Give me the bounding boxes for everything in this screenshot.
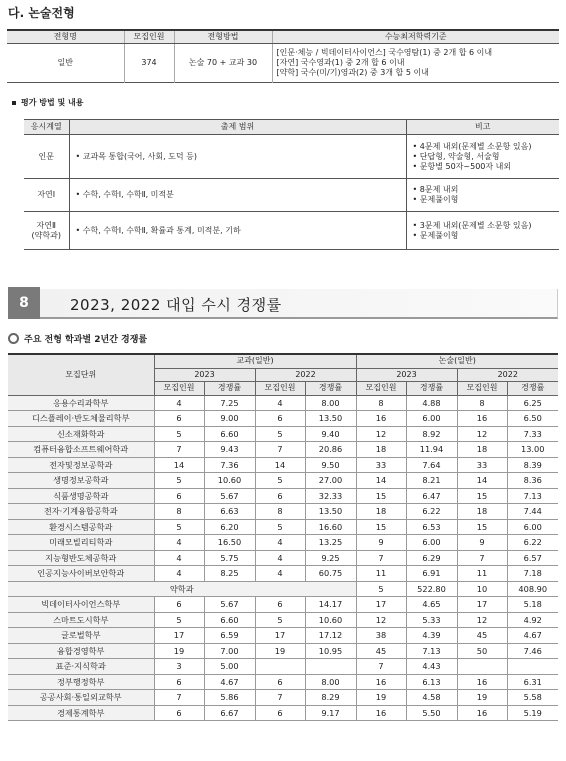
nonsul-2023-rate: 6.22 — [406, 504, 457, 520]
nonsul-2022-count: 18 — [457, 442, 507, 458]
t1-req — [272, 44, 559, 83]
gyogwa-2023-count: 17 — [154, 628, 204, 644]
gyogwa-2023-rate: 6.20 — [204, 519, 255, 535]
table-row — [8, 535, 558, 551]
nonsul-2022-rate: 6.22 — [507, 535, 558, 551]
gyogwa-2023-rate: 6.63 — [204, 504, 255, 520]
table-row — [8, 442, 558, 458]
t3-header-count: 모집인원 — [457, 382, 507, 396]
subheading-eval-text: 평가 방법 및 내용 — [21, 98, 84, 107]
nonsul-2022-count: 12 — [457, 426, 507, 442]
gyogwa-2023-rate: 7.25 — [204, 395, 255, 411]
gyogwa-2022-rate: 9.17 — [305, 705, 356, 721]
table-row — [8, 581, 558, 597]
nonsul-2023-count: 18 — [356, 504, 406, 520]
gyogwa-2023-count: 14 — [154, 457, 204, 473]
department-name: 환경시스템공학과 — [8, 519, 154, 535]
gyogwa-2023-count: 4 — [154, 550, 204, 566]
nonsul-2022-count: 33 — [457, 457, 507, 473]
nonsul-2023-rate: 6.00 — [406, 535, 457, 551]
t1-header-req: 수능최저학력기준 — [272, 30, 559, 44]
gyogwa-2022-count: 5 — [255, 473, 305, 489]
table-row — [8, 612, 558, 628]
table-row — [8, 690, 558, 706]
nonsul-2022-count: 45 — [457, 628, 507, 644]
gyogwa-2023-count: 8 — [154, 504, 204, 520]
gyogwa-2023-rate: 7.00 — [204, 643, 255, 659]
section-8-header — [8, 287, 558, 319]
department-name: 응용수리과학부 — [8, 395, 154, 411]
department-name: 컴퓨터융합소프트웨어학과 — [8, 442, 154, 458]
table-row — [24, 212, 559, 250]
nonsul-2022-rate: 4.92 — [507, 612, 558, 628]
department-name: 인공지능사이버보안학과 — [8, 566, 154, 582]
gyogwa-2022-count: 6 — [255, 488, 305, 504]
nonsul-2023-rate: 5.50 — [406, 705, 457, 721]
nonsul-2023-count: 7 — [356, 659, 406, 675]
square-bullet-icon — [12, 101, 16, 105]
nonsul-2023-rate: 7.13 — [406, 643, 457, 659]
gyogwa-2022-rate: 20.86 — [305, 442, 356, 458]
gyogwa-2022-count: 5 — [255, 426, 305, 442]
gyogwa-2022-count: 7 — [255, 442, 305, 458]
nonsul-2022-rate: 6.57 — [507, 550, 558, 566]
nonsul-2023-rate: 6.00 — [406, 411, 457, 427]
nonsul-2022-rate: 5.58 — [507, 690, 558, 706]
t2-header-scope: 출제 범위 — [69, 120, 406, 135]
nonsul-2022-count: 17 — [457, 597, 507, 613]
t3-header-rate: 경쟁률 — [204, 382, 255, 396]
gyogwa-2022-rate: 9.50 — [305, 457, 356, 473]
t2-field: 자연Ⅱ (약학과) — [24, 212, 69, 250]
t3-header-year: 2022 — [255, 368, 356, 382]
gyogwa-2022-count: 4 — [255, 395, 305, 411]
gyogwa-2023-count: 7 — [154, 690, 204, 706]
subheading-competition-text: 주요 전형 학과별 2년간 경쟁률 — [24, 335, 148, 345]
t3-header-rate: 경쟁률 — [406, 382, 457, 396]
nonsul-2022-count: 12 — [457, 612, 507, 628]
nonsul-2022-count: 9 — [457, 535, 507, 551]
gyogwa-2023-count: 4 — [154, 566, 204, 582]
gyogwa-2023-rate: 9.43 — [204, 442, 255, 458]
gyogwa-2023-rate: 16.50 — [204, 535, 255, 551]
list-item: • 문제풀이형 — [413, 231, 560, 241]
t2-header-field: 응시계열 — [24, 120, 69, 135]
department-name: 생명정보공학과 — [8, 473, 154, 489]
t1-header-method: 전형방법 — [174, 30, 272, 44]
gyogwa-2022-count: 4 — [255, 566, 305, 582]
table-row — [8, 628, 558, 644]
t2-scope: • 수학, 수학Ⅰ, 수학Ⅱ, 미적분 — [69, 179, 406, 212]
nonsul-2022-rate: 6.25 — [507, 395, 558, 411]
table-row — [8, 597, 558, 613]
list-item: • 4문제 내외(문제별 소문항 있음) — [413, 142, 560, 152]
nonsul-2022-count: 7 — [457, 550, 507, 566]
nonsul-2022-rate: 5.18 — [507, 597, 558, 613]
section-8-title: 2023, 2022 대입 수시 경쟁률 — [70, 296, 282, 314]
gyogwa-2022-count: 6 — [255, 597, 305, 613]
nonsul-2023-count: 16 — [356, 705, 406, 721]
nonsul-2023-count: 16 — [356, 411, 406, 427]
nonsul-2022-count: 16 — [457, 674, 507, 690]
list-item: • 8문제 내외 — [413, 185, 560, 195]
gyogwa-2023-count: 5 — [154, 519, 204, 535]
gyogwa-2022-count: 5 — [255, 519, 305, 535]
gyogwa-2023-rate: 6.67 — [204, 705, 255, 721]
nonsul-2023-count: 12 — [356, 426, 406, 442]
nonsul-2023-rate: 6.47 — [406, 488, 457, 504]
nonsul-2023-rate: 4.43 — [406, 659, 457, 675]
t1-header-count: 모집인원 — [124, 30, 174, 44]
nonsul-2022-rate: 8.36 — [507, 473, 558, 489]
subheading-competition — [8, 332, 147, 345]
table-row — [8, 411, 558, 427]
nonsul-2022-rate — [507, 659, 558, 675]
gyogwa-2023-count: 6 — [154, 597, 204, 613]
nonsul-2023-rate: 4.88 — [406, 395, 457, 411]
table-row — [8, 659, 558, 675]
table-row — [8, 504, 558, 520]
gyogwa-2022-count: 6 — [255, 705, 305, 721]
gyogwa-2023-count: 5 — [154, 426, 204, 442]
nonsul-2022-count: 10 — [457, 581, 507, 597]
competition-rate-table — [8, 353, 558, 721]
t2-field: 인문 — [24, 135, 69, 179]
nonsul-2022-count: 16 — [457, 411, 507, 427]
department-name: 경제통계학부 — [8, 705, 154, 721]
t3-header-count: 모집인원 — [255, 382, 305, 396]
subheading-eval — [12, 97, 83, 108]
department-name: 지능형반도체공학과 — [8, 550, 154, 566]
gyogwa-2022-rate: 27.00 — [305, 473, 356, 489]
gyogwa-2023-rate: 5.67 — [204, 488, 255, 504]
nonsul-2023-count: 14 — [356, 473, 406, 489]
gyogwa-2023-count: 6 — [154, 705, 204, 721]
gyogwa-2023-rate: 5.67 — [204, 597, 255, 613]
table-row — [8, 457, 558, 473]
gyogwa-2022-rate: 32.33 — [305, 488, 356, 504]
gyogwa-2022-rate: 13.25 — [305, 535, 356, 551]
t1-header-name: 전형명 — [7, 30, 124, 44]
table-row — [8, 566, 558, 582]
gyogwa-2023-rate: 6.60 — [204, 612, 255, 628]
gyogwa-2022-rate: 10.95 — [305, 643, 356, 659]
t2-scope: • 교과목 통합(국어, 사회, 도덕 등) — [69, 135, 406, 179]
nonsul-2023-rate: 8.92 — [406, 426, 457, 442]
department-name: 표준·지식학과 — [8, 659, 154, 675]
t1-count: 374 — [124, 44, 174, 83]
department-name: 약학과 — [8, 581, 356, 597]
nonsul-2023-rate: 522.80 — [406, 581, 457, 597]
nonsul-2023-count: 17 — [356, 597, 406, 613]
t1-method: 논술 70 + 교과 30 — [174, 44, 272, 83]
gyogwa-2023-rate: 10.60 — [204, 473, 255, 489]
gyogwa-2022-count: 8 — [255, 504, 305, 520]
nonsul-2022-count: 16 — [457, 705, 507, 721]
gyogwa-2023-rate: 9.00 — [204, 411, 255, 427]
t1-name: 일반 — [57, 58, 73, 67]
t1-req-line: [인문·체능 / 빅데이터사이언스] 국수영탐(1) 중 2개 합 6 이내 — [276, 48, 493, 57]
t3-header-rate: 경쟁률 — [305, 382, 356, 396]
gyogwa-2023-count: 6 — [154, 411, 204, 427]
gyogwa-2022-count: 6 — [255, 674, 305, 690]
t2-header-notes: 비고 — [406, 120, 559, 135]
list-item: • 문제풀이형 — [413, 195, 560, 205]
gyogwa-2022-rate: 60.75 — [305, 566, 356, 582]
t3-header-unit: 모집단위 — [8, 354, 154, 395]
nonsul-2023-rate: 4.58 — [406, 690, 457, 706]
t3-header-rate: 경쟁률 — [507, 382, 558, 396]
t3-header-count: 모집인원 — [356, 382, 406, 396]
nonsul-2023-count: 11 — [356, 566, 406, 582]
gyogwa-2022-rate: 10.60 — [305, 612, 356, 628]
nonsul-2022-count: 19 — [457, 690, 507, 706]
table-row — [8, 643, 558, 659]
evaluation-table — [24, 119, 559, 250]
list-item: • 3문제 내외(문제별 소문항 있음) — [413, 221, 560, 231]
essay-admission-table — [7, 29, 559, 83]
department-name: 미래모빌리티학과 — [8, 535, 154, 551]
gyogwa-2022-rate: 13.50 — [305, 411, 356, 427]
nonsul-2023-count: 18 — [356, 442, 406, 458]
table-row — [8, 473, 558, 489]
gyogwa-2023-rate: 7.36 — [204, 457, 255, 473]
nonsul-2023-rate: 7.64 — [406, 457, 457, 473]
nonsul-2022-count: 11 — [457, 566, 507, 582]
nonsul-2023-rate: 4.39 — [406, 628, 457, 644]
gyogwa-2022-rate: 14.17 — [305, 597, 356, 613]
department-name: 신소재화학과 — [8, 426, 154, 442]
table-row — [8, 674, 558, 690]
gyogwa-2023-count: 4 — [154, 535, 204, 551]
nonsul-2022-rate: 7.33 — [507, 426, 558, 442]
nonsul-2023-count: 7 — [356, 550, 406, 566]
nonsul-2022-count: 50 — [457, 643, 507, 659]
nonsul-2023-rate: 4.65 — [406, 597, 457, 613]
nonsul-2023-rate: 6.13 — [406, 674, 457, 690]
gyogwa-2022-count: 7 — [255, 690, 305, 706]
t3-header-gyogwa: 교과(일반) — [154, 354, 356, 368]
table-row — [7, 44, 559, 83]
nonsul-2023-count: 33 — [356, 457, 406, 473]
nonsul-2022-rate: 7.13 — [507, 488, 558, 504]
gyogwa-2022-count: 17 — [255, 628, 305, 644]
t1-req-line: [자연] 국수영과(1) 중 2개 합 6 이내 — [276, 58, 405, 67]
nonsul-2022-rate: 7.18 — [507, 566, 558, 582]
gyogwa-2023-rate: 6.59 — [204, 628, 255, 644]
nonsul-2023-count: 38 — [356, 628, 406, 644]
nonsul-2022-rate: 5.19 — [507, 705, 558, 721]
gyogwa-2023-count: 5 — [154, 473, 204, 489]
department-name: 식품생명공학과 — [8, 488, 154, 504]
t3-header-year: 2023 — [356, 368, 457, 382]
nonsul-2022-rate: 6.50 — [507, 411, 558, 427]
gyogwa-2022-rate — [305, 659, 356, 675]
t3-header-year: 2023 — [154, 368, 255, 382]
table-row — [24, 135, 559, 179]
gyogwa-2022-count: 4 — [255, 535, 305, 551]
nonsul-2023-count: 45 — [356, 643, 406, 659]
department-name: 디스플레이·반도체물리학부 — [8, 411, 154, 427]
department-name: 융합경영학부 — [8, 643, 154, 659]
department-name: 글로벌학부 — [8, 628, 154, 644]
gyogwa-2022-count: 19 — [255, 643, 305, 659]
nonsul-2023-count: 8 — [356, 395, 406, 411]
department-name: 스마트도시학부 — [8, 612, 154, 628]
t2-notes — [406, 135, 559, 179]
nonsul-2022-rate: 408.90 — [507, 581, 558, 597]
table-row — [8, 395, 558, 411]
nonsul-2023-count: 12 — [356, 612, 406, 628]
section-number: 8 — [8, 287, 40, 319]
nonsul-2023-rate: 6.91 — [406, 566, 457, 582]
nonsul-2023-rate: 5.33 — [406, 612, 457, 628]
t1-req-line: [약학] 국수(미/기)영과(2) 중 3개 합 5 이내 — [276, 68, 429, 77]
t2-field: 자연Ⅰ — [24, 179, 69, 212]
nonsul-2022-rate: 4.67 — [507, 628, 558, 644]
nonsul-2022-count: 8 — [457, 395, 507, 411]
gyogwa-2022-rate: 8.00 — [305, 674, 356, 690]
gyogwa-2022-count: 6 — [255, 411, 305, 427]
t2-scope: • 수학, 수학Ⅰ, 수학Ⅱ, 확률과 통계, 미적분, 기하 — [69, 212, 406, 250]
gyogwa-2022-count — [255, 659, 305, 675]
gyogwa-2023-count: 6 — [154, 674, 204, 690]
gyogwa-2023-rate: 5.75 — [204, 550, 255, 566]
table-row — [8, 550, 558, 566]
gyogwa-2022-rate: 17.12 — [305, 628, 356, 644]
list-item: • 단답형, 약술형, 서술형 — [413, 152, 560, 162]
gyogwa-2023-count: 6 — [154, 488, 204, 504]
gyogwa-2022-rate: 16.60 — [305, 519, 356, 535]
nonsul-2022-count — [457, 659, 507, 675]
gyogwa-2023-rate: 8.25 — [204, 566, 255, 582]
nonsul-2023-rate: 11.94 — [406, 442, 457, 458]
t2-notes — [406, 179, 559, 212]
nonsul-2022-rate: 6.31 — [507, 674, 558, 690]
list-item: • 문항별 50자~500자 내외 — [413, 162, 560, 172]
section-title: 다. 논술전형 — [8, 6, 75, 20]
department-name: 전자·기계융합공학과 — [8, 504, 154, 520]
nonsul-2022-rate: 7.46 — [507, 643, 558, 659]
gyogwa-2023-count: 5 — [154, 612, 204, 628]
gyogwa-2023-rate: 4.67 — [204, 674, 255, 690]
nonsul-2023-count: 15 — [356, 488, 406, 504]
gyogwa-2022-rate: 8.29 — [305, 690, 356, 706]
table-row — [8, 488, 558, 504]
nonsul-2022-count: 15 — [457, 488, 507, 504]
nonsul-2023-count: 16 — [356, 674, 406, 690]
gyogwa-2023-rate: 6.60 — [204, 426, 255, 442]
t3-header-nonsul: 논술(일반) — [356, 354, 558, 368]
gyogwa-2023-count: 19 — [154, 643, 204, 659]
nonsul-2022-count: 15 — [457, 519, 507, 535]
table-row — [8, 426, 558, 442]
nonsul-2023-count: 15 — [356, 519, 406, 535]
gyogwa-2023-count: 7 — [154, 442, 204, 458]
gyogwa-2022-rate: 13.50 — [305, 504, 356, 520]
table-row — [8, 519, 558, 535]
nonsul-2022-count: 14 — [457, 473, 507, 489]
nonsul-2023-rate: 8.21 — [406, 473, 457, 489]
nonsul-2022-rate: 6.00 — [507, 519, 558, 535]
gyogwa-2022-count: 4 — [255, 550, 305, 566]
department-name: 정부행정학부 — [8, 674, 154, 690]
gyogwa-2023-count: 3 — [154, 659, 204, 675]
t3-body — [8, 395, 558, 721]
gyogwa-2023-rate: 5.86 — [204, 690, 255, 706]
gyogwa-2022-count: 5 — [255, 612, 305, 628]
gyogwa-2022-rate: 8.00 — [305, 395, 356, 411]
table-row — [24, 179, 559, 212]
gyogwa-2023-rate: 5.00 — [204, 659, 255, 675]
department-name: 공공사회·통일외교학부 — [8, 690, 154, 706]
nonsul-2023-rate: 6.53 — [406, 519, 457, 535]
nonsul-2023-rate: 6.29 — [406, 550, 457, 566]
nonsul-2022-rate: 13.00 — [507, 442, 558, 458]
gyogwa-2022-rate: 9.40 — [305, 426, 356, 442]
nonsul-2023-count: 5 — [356, 581, 406, 597]
circle-bullet-icon — [8, 333, 19, 344]
gyogwa-2022-rate: 9.25 — [305, 550, 356, 566]
nonsul-2022-count: 18 — [457, 504, 507, 520]
department-name: 전자및정보공학과 — [8, 457, 154, 473]
gyogwa-2022-count: 14 — [255, 457, 305, 473]
nonsul-2023-count: 9 — [356, 535, 406, 551]
table-row — [8, 705, 558, 721]
nonsul-2022-rate: 7.44 — [507, 504, 558, 520]
t3-header-count: 모집인원 — [154, 382, 204, 396]
t2-notes — [406, 212, 559, 250]
department-name: 빅데이터사이언스학부 — [8, 597, 154, 613]
nonsul-2022-rate: 8.39 — [507, 457, 558, 473]
gyogwa-2023-count: 4 — [154, 395, 204, 411]
nonsul-2023-count: 19 — [356, 690, 406, 706]
t3-header-year: 2022 — [457, 368, 558, 382]
